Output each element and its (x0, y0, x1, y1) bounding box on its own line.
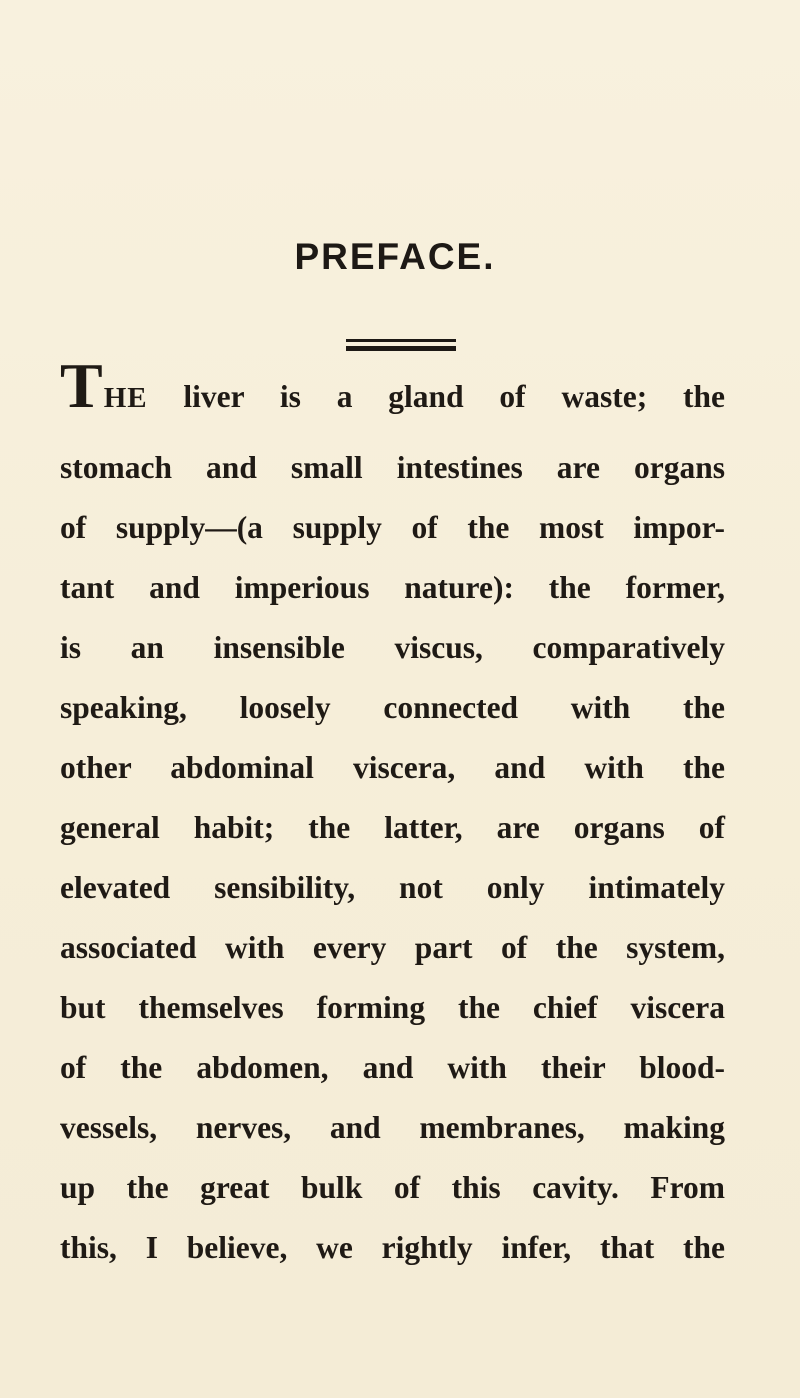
title-rule-thick (346, 346, 456, 351)
body-line: vessels, nerves, and membranes, making (60, 1110, 725, 1145)
body-line: of the abdomen, and with their blood- (60, 1050, 725, 1085)
body-line: this, I believe, we rightly infer, that the (60, 1230, 725, 1265)
first-word-smallcaps: HE (103, 382, 148, 414)
body-line: speaking, loosely connected with the (60, 690, 725, 725)
first-line-text: liver is a gland of waste; the (183, 379, 725, 414)
preface-body (60, 350, 725, 1278)
body-line: stomach and small intestines are organs (60, 450, 725, 485)
body-line: of supply—(a supply of the most impor- (60, 510, 725, 545)
body-line: tant and imperious nature): the former, (60, 570, 725, 605)
body-line-1 (60, 350, 725, 438)
body-line: but themselves forming the chief viscera (60, 990, 725, 1025)
body-line: up the great bulk of this cavity. From (60, 1170, 725, 1205)
body-line: is an insensible viscus, comparatively (60, 630, 725, 665)
title-rule-thin (346, 339, 456, 342)
body-line: associated with every part of the system, (60, 930, 725, 965)
body-line: other abdominal viscera, and with the (60, 750, 725, 785)
body-line: elevated sensibility, not only intimately (60, 870, 725, 905)
page-title: PREFACE. (294, 236, 496, 277)
body-line: general habit; the latter, are organs of (60, 810, 725, 845)
drop-cap: T (60, 350, 103, 421)
